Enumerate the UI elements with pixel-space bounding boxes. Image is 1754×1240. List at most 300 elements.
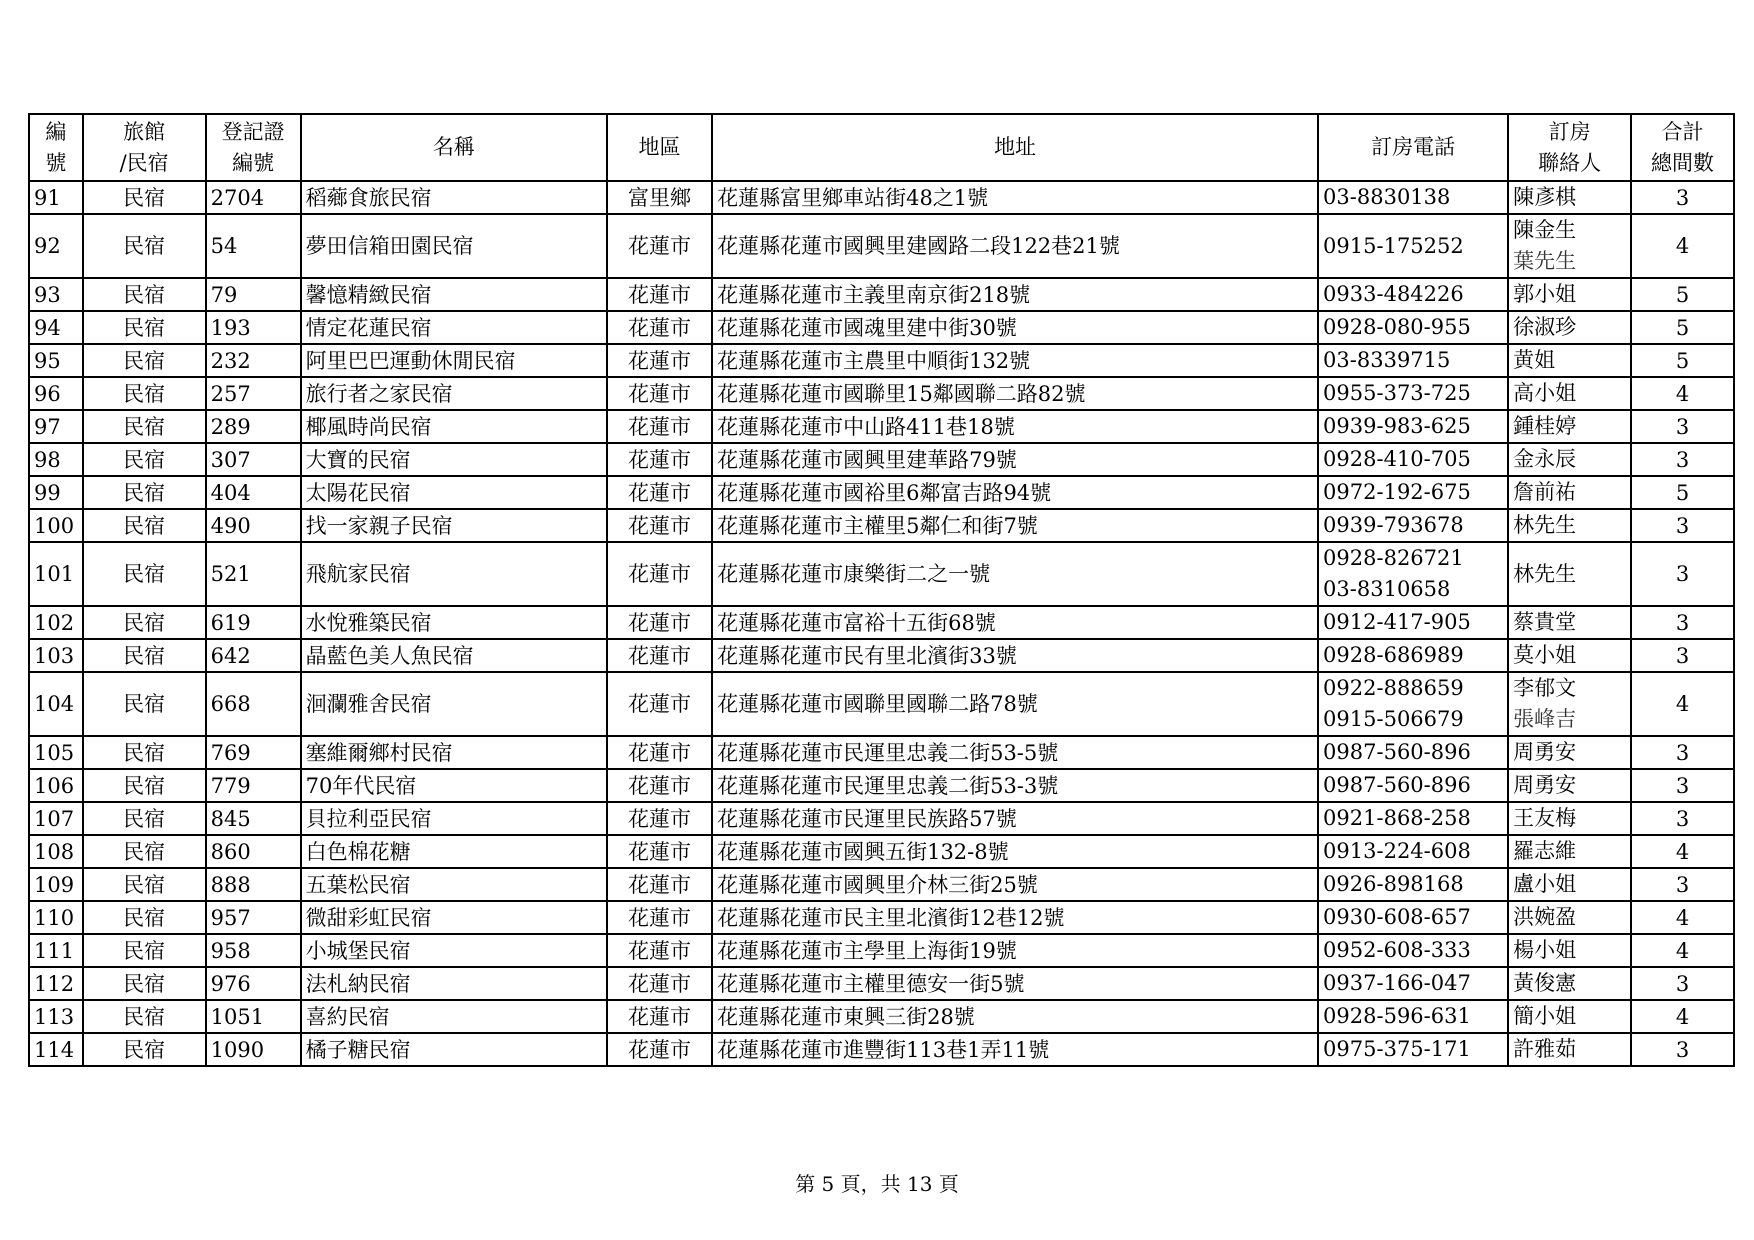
cell-reg: 888: [206, 868, 301, 901]
cell-type: 民宿: [83, 769, 206, 802]
cell-addr: 花蓮縣花蓮市主權里5鄰仁和街7號: [712, 509, 1318, 542]
contact-line: 葉先生: [1513, 249, 1577, 273]
cell-rooms: 4: [1631, 934, 1734, 967]
cell-addr: 花蓮縣花蓮市主學里上海街19號: [712, 934, 1318, 967]
cell-rooms: 3: [1631, 736, 1734, 769]
cell-rooms: 3: [1631, 181, 1734, 214]
table-row: [29, 769, 1734, 802]
phone-line: 0939-983-625: [1323, 414, 1471, 438]
column-header-label: 總間數: [1651, 150, 1715, 175]
cell-contact: [1508, 214, 1631, 278]
cell-reg: 957: [206, 901, 301, 934]
cell-reg: 54: [206, 214, 301, 278]
contact-line: 黄姐: [1513, 348, 1556, 372]
cell-area: 花蓮市: [607, 377, 712, 410]
cell-rooms: 3: [1631, 802, 1734, 835]
cell-area: 富里鄉: [607, 181, 712, 214]
cell-phone: [1318, 476, 1508, 509]
cell-contact: [1508, 769, 1631, 802]
cell-name: 白色棉花糖: [301, 835, 607, 868]
contact-line: 郭小姐: [1513, 282, 1577, 306]
cell-type: 民宿: [83, 802, 206, 835]
cell-addr: 花蓮縣花蓮市民有里北濱街33號: [712, 639, 1318, 672]
table-row: [29, 868, 1734, 901]
column-header-contact: [1508, 114, 1631, 181]
cell-rooms: 3: [1631, 509, 1734, 542]
column-header-label: 合計: [1661, 119, 1704, 144]
column-header-label: 名稱: [432, 135, 475, 159]
cell-addr: 花蓮縣富里鄉車站街48之1號: [712, 181, 1318, 214]
column-header-label: 聯絡人: [1538, 150, 1602, 175]
cell-addr: 花蓮縣花蓮市民運里忠義二街53-5號: [712, 736, 1318, 769]
contact-line: 張峰吉: [1513, 707, 1577, 731]
cell-type: 民宿: [83, 410, 206, 443]
table-row: [29, 410, 1734, 443]
contact-line: 王友梅: [1513, 806, 1577, 830]
cell-rooms: 3: [1631, 1033, 1734, 1066]
table-row: [29, 377, 1734, 410]
phone-line: 0928-686989: [1323, 643, 1464, 667]
cell-area: 花蓮市: [607, 1000, 712, 1033]
cell-name: 馨憶精緻民宿: [301, 278, 607, 311]
cell-type: 民宿: [83, 509, 206, 542]
cell-name: 阿里巴巴運動休閒民宿: [301, 344, 607, 377]
cell-num: 110: [29, 901, 83, 934]
cell-phone: [1318, 181, 1508, 214]
cell-addr: 花蓮縣花蓮市民運里民族路57號: [712, 802, 1318, 835]
cell-rooms: 3: [1631, 769, 1734, 802]
cell-area: 花蓮市: [607, 509, 712, 542]
phone-line: 0928-596-631: [1323, 1004, 1471, 1028]
contact-line: 徐淑珍: [1513, 315, 1577, 339]
cell-addr: 花蓮縣花蓮市國魂里建中街30號: [712, 311, 1318, 344]
cell-area: 花蓮市: [607, 901, 712, 934]
cell-phone: [1318, 606, 1508, 639]
cell-area: 花蓮市: [607, 672, 712, 736]
cell-reg: 490: [206, 509, 301, 542]
cell-contact: [1508, 443, 1631, 476]
phone-line: 0972-192-675: [1323, 480, 1471, 504]
phone-line: 0922-888659: [1323, 676, 1464, 700]
cell-phone: [1318, 868, 1508, 901]
table-row: [29, 476, 1734, 509]
cell-name: 找一家親子民宿: [301, 509, 607, 542]
cell-reg: 289: [206, 410, 301, 443]
phone-line: 0926-898168: [1323, 872, 1464, 896]
cell-area: 花蓮市: [607, 967, 712, 1000]
column-header-addr: [712, 114, 1318, 181]
cell-contact: [1508, 509, 1631, 542]
cell-addr: 花蓮縣花蓮市東興三街28號: [712, 1000, 1318, 1033]
cell-area: 花蓮市: [607, 476, 712, 509]
cell-phone: [1318, 639, 1508, 672]
cell-reg: 619: [206, 606, 301, 639]
cell-type: 民宿: [83, 476, 206, 509]
cell-reg: 79: [206, 278, 301, 311]
cell-phone: [1318, 672, 1508, 736]
cell-reg: 845: [206, 802, 301, 835]
cell-addr: 花蓮縣花蓮市民主里北濱街12巷12號: [712, 901, 1318, 934]
cell-addr: 花蓮縣花蓮市進豐街113巷1弄11號: [712, 1033, 1318, 1066]
cell-name: 70年代民宿: [301, 769, 607, 802]
contact-line: 詹前祐: [1513, 480, 1577, 504]
cell-addr: 花蓮縣花蓮市國聯里國聯二路78號: [712, 672, 1318, 736]
cell-reg: 257: [206, 377, 301, 410]
cell-type: 民宿: [83, 606, 206, 639]
contact-line: 林先生: [1513, 513, 1577, 537]
cell-contact: [1508, 606, 1631, 639]
cell-reg: 404: [206, 476, 301, 509]
cell-num: 111: [29, 934, 83, 967]
cell-area: 花蓮市: [607, 934, 712, 967]
phone-line: 0921-868-258: [1323, 806, 1471, 830]
cell-reg: 307: [206, 443, 301, 476]
table-row: [29, 901, 1734, 934]
cell-reg: 976: [206, 967, 301, 1000]
cell-rooms: 4: [1631, 377, 1734, 410]
cell-rooms: 3: [1631, 868, 1734, 901]
cell-addr: 花蓮縣花蓮市國興里建華路79號: [712, 443, 1318, 476]
cell-reg: 193: [206, 311, 301, 344]
cell-type: 民宿: [83, 1033, 206, 1066]
cell-phone: [1318, 1033, 1508, 1066]
cell-rooms: 3: [1631, 639, 1734, 672]
cell-phone: [1318, 377, 1508, 410]
table-row: [29, 835, 1734, 868]
table-row: [29, 736, 1734, 769]
phone-line: 0952-608-333: [1323, 938, 1471, 962]
contact-line: 鍾桂婷: [1513, 414, 1577, 438]
cell-reg: 668: [206, 672, 301, 736]
cell-type: 民宿: [83, 1000, 206, 1033]
table-row: [29, 606, 1734, 639]
cell-rooms: 4: [1631, 901, 1734, 934]
cell-contact: [1508, 344, 1631, 377]
table-body: [29, 181, 1734, 1066]
phone-line: 03-8310658: [1323, 577, 1451, 601]
cell-phone: [1318, 214, 1508, 278]
cell-addr: 花蓮縣花蓮市國裕里6鄰富吉路94號: [712, 476, 1318, 509]
table-row: [29, 639, 1734, 672]
cell-phone: [1318, 344, 1508, 377]
table-row: [29, 1000, 1734, 1033]
cell-addr: 花蓮縣花蓮市主農里中順街132號: [712, 344, 1318, 377]
cell-num: 95: [29, 344, 83, 377]
cell-rooms: 5: [1631, 476, 1734, 509]
phone-line: 0930-608-657: [1323, 905, 1471, 929]
cell-reg: 642: [206, 639, 301, 672]
cell-addr: 花蓮縣花蓮市民運里忠義二街53-3號: [712, 769, 1318, 802]
cell-num: 92: [29, 214, 83, 278]
cell-contact: [1508, 672, 1631, 736]
cell-area: 花蓮市: [607, 443, 712, 476]
contact-line: 盧小姐: [1513, 872, 1577, 896]
cell-area: 花蓮市: [607, 278, 712, 311]
cell-reg: 1090: [206, 1033, 301, 1066]
contact-line: 周勇安: [1513, 740, 1577, 764]
phone-line: 0912-417-905: [1323, 610, 1471, 634]
column-header-label: /民宿: [119, 150, 169, 175]
cell-type: 民宿: [83, 967, 206, 1000]
cell-num: 102: [29, 606, 83, 639]
cell-area: 花蓮市: [607, 410, 712, 443]
page-number-footer: 第 5 頁，共 13 頁: [795, 1172, 959, 1196]
cell-phone: [1318, 901, 1508, 934]
cell-rooms: 3: [1631, 967, 1734, 1000]
cell-area: 花蓮市: [607, 1033, 712, 1066]
cell-reg: 769: [206, 736, 301, 769]
cell-area: 花蓮市: [607, 769, 712, 802]
cell-area: 花蓮市: [607, 835, 712, 868]
phone-line: 0915-506679: [1323, 707, 1464, 731]
cell-type: 民宿: [83, 868, 206, 901]
table-row: [29, 181, 1734, 214]
cell-rooms: 3: [1631, 606, 1734, 639]
column-header-label: 訂房: [1548, 119, 1591, 144]
cell-area: 花蓮市: [607, 606, 712, 639]
cell-phone: [1318, 542, 1508, 606]
cell-type: 民宿: [83, 736, 206, 769]
cell-phone: [1318, 769, 1508, 802]
cell-contact: [1508, 967, 1631, 1000]
cell-rooms: 3: [1631, 410, 1734, 443]
phone-line: 0915-175252: [1323, 233, 1464, 258]
contact-line: 周勇安: [1513, 773, 1577, 797]
cell-name: 五葉松民宿: [301, 868, 607, 901]
cell-area: 花蓮市: [607, 311, 712, 344]
cell-type: 民宿: [83, 639, 206, 672]
cell-name: 塞維爾鄉村民宿: [301, 736, 607, 769]
column-header-type: [83, 114, 206, 181]
cell-reg: 2704: [206, 181, 301, 214]
cell-reg: 232: [206, 344, 301, 377]
cell-contact: [1508, 278, 1631, 311]
cell-contact: [1508, 181, 1631, 214]
cell-area: 花蓮市: [607, 802, 712, 835]
cell-contact: [1508, 639, 1631, 672]
column-header-reg: [206, 114, 301, 181]
phone-line: 0987-560-896: [1323, 740, 1471, 764]
cell-contact: [1508, 1033, 1631, 1066]
column-header-label: 地址: [994, 135, 1037, 159]
table-row: [29, 542, 1734, 606]
table-row: [29, 509, 1734, 542]
cell-type: 民宿: [83, 181, 206, 214]
bnb-registry-table: [28, 113, 1735, 1067]
table-row: [29, 344, 1734, 377]
column-header-label: 旅館: [123, 119, 166, 144]
cell-type: 民宿: [83, 901, 206, 934]
cell-name: 旅行者之家民宿: [301, 377, 607, 410]
column-header-label: 編: [45, 119, 67, 144]
contact-line: 黃俊憲: [1513, 971, 1577, 995]
cell-name: 橘子糖民宿: [301, 1033, 607, 1066]
cell-name: 夢田信箱田園民宿: [301, 214, 607, 278]
cell-phone: [1318, 802, 1508, 835]
contact-line: 陳彥棋: [1513, 185, 1577, 209]
contact-line: 李郁文: [1513, 676, 1577, 700]
cell-rooms: 4: [1631, 214, 1734, 278]
cell-name: 晶藍色美人魚民宿: [301, 639, 607, 672]
cell-area: 花蓮市: [607, 542, 712, 606]
cell-num: 107: [29, 802, 83, 835]
phone-line: 0939-793678: [1323, 513, 1464, 537]
phone-line: 0955-373-725: [1323, 381, 1471, 405]
phone-line: 0928-826721: [1323, 546, 1464, 570]
cell-addr: 花蓮縣花蓮市主權里德安一街5號: [712, 967, 1318, 1000]
column-header-label: 地區: [638, 135, 681, 159]
column-header-rooms: [1631, 114, 1734, 181]
cell-contact: [1508, 901, 1631, 934]
cell-phone: [1318, 311, 1508, 344]
cell-name: 水悅雅築民宿: [301, 606, 607, 639]
cell-addr: 花蓮縣花蓮市國聯里15鄰國聯二路82號: [712, 377, 1318, 410]
table-row: [29, 967, 1734, 1000]
cell-num: 91: [29, 181, 83, 214]
cell-reg: 958: [206, 934, 301, 967]
cell-num: 106: [29, 769, 83, 802]
contact-line: 簡小姐: [1513, 1004, 1577, 1028]
cell-addr: 花蓮縣花蓮市主義里南京街218號: [712, 278, 1318, 311]
cell-num: 99: [29, 476, 83, 509]
column-header-label: 登記證: [221, 119, 285, 144]
cell-type: 民宿: [83, 835, 206, 868]
phone-line: 0933-484226: [1323, 282, 1464, 306]
cell-addr: 花蓮縣花蓮市國興五街132-8號: [712, 835, 1318, 868]
phone-line: 0928-410-705: [1323, 447, 1471, 471]
cell-contact: [1508, 542, 1631, 606]
cell-num: 108: [29, 835, 83, 868]
cell-phone: [1318, 835, 1508, 868]
cell-name: 法札納民宿: [301, 967, 607, 1000]
column-header-num: [29, 114, 83, 181]
cell-name: 飛航家民宿: [301, 542, 607, 606]
table-row: [29, 214, 1734, 278]
cell-area: 花蓮市: [607, 868, 712, 901]
contact-line: 羅志維: [1513, 839, 1577, 863]
phone-line: 0987-560-896: [1323, 773, 1471, 797]
cell-phone: [1318, 934, 1508, 967]
cell-contact: [1508, 311, 1631, 344]
cell-rooms: 5: [1631, 344, 1734, 377]
cell-num: 93: [29, 278, 83, 311]
cell-num: 109: [29, 868, 83, 901]
phone-line: 0937-166-047: [1323, 971, 1471, 995]
cell-name: 洄瀾雅舍民宿: [301, 672, 607, 736]
cell-num: 101: [29, 542, 83, 606]
table-row: [29, 802, 1734, 835]
cell-name: 小城堡民宿: [301, 934, 607, 967]
table-row: [29, 278, 1734, 311]
cell-type: 民宿: [83, 672, 206, 736]
cell-name: 大寶的民宿: [301, 443, 607, 476]
cell-name: 椰風時尚民宿: [301, 410, 607, 443]
cell-rooms: 5: [1631, 311, 1734, 344]
cell-num: 105: [29, 736, 83, 769]
cell-phone: [1318, 410, 1508, 443]
cell-area: 花蓮市: [607, 639, 712, 672]
cell-phone: [1318, 736, 1508, 769]
column-header-name: [301, 114, 607, 181]
cell-contact: [1508, 835, 1631, 868]
cell-phone: [1318, 443, 1508, 476]
column-header-label: 編號: [232, 150, 275, 175]
cell-num: 113: [29, 1000, 83, 1033]
cell-type: 民宿: [83, 311, 206, 344]
cell-type: 民宿: [83, 377, 206, 410]
cell-area: 花蓮市: [607, 736, 712, 769]
phone-line: 0913-224-608: [1323, 839, 1471, 863]
cell-num: 104: [29, 672, 83, 736]
cell-phone: [1318, 967, 1508, 1000]
cell-num: 103: [29, 639, 83, 672]
cell-type: 民宿: [83, 934, 206, 967]
table-row: [29, 443, 1734, 476]
cell-name: 情定花蓮民宿: [301, 311, 607, 344]
cell-type: 民宿: [83, 542, 206, 606]
cell-contact: [1508, 377, 1631, 410]
cell-rooms: 4: [1631, 835, 1734, 868]
cell-name: 稻薌食旅民宿: [301, 181, 607, 214]
contact-line: 陳金生: [1513, 218, 1577, 242]
cell-num: 97: [29, 410, 83, 443]
cell-name: 微甜彩虹民宿: [301, 901, 607, 934]
cell-addr: 花蓮縣花蓮市國興里建國路二段122巷21號: [712, 214, 1318, 278]
cell-contact: [1508, 934, 1631, 967]
cell-num: 98: [29, 443, 83, 476]
column-header-label: 訂房電話: [1371, 135, 1456, 159]
cell-num: 96: [29, 377, 83, 410]
cell-type: 民宿: [83, 214, 206, 278]
cell-rooms: 3: [1631, 542, 1734, 606]
cell-type: 民宿: [83, 443, 206, 476]
cell-name: 喜約民宿: [301, 1000, 607, 1033]
cell-type: 民宿: [83, 344, 206, 377]
contact-line: 高小姐: [1513, 381, 1577, 405]
cell-contact: [1508, 736, 1631, 769]
cell-reg: 779: [206, 769, 301, 802]
table-header-row: [29, 114, 1734, 181]
contact-line: 林先生: [1513, 561, 1577, 586]
cell-contact: [1508, 1000, 1631, 1033]
cell-phone: [1318, 1000, 1508, 1033]
phone-line: 03-8830138: [1323, 185, 1451, 209]
cell-addr: 花蓮縣花蓮市中山路411巷18號: [712, 410, 1318, 443]
contact-line: 蔡貴堂: [1513, 610, 1577, 634]
cell-addr: 花蓮縣花蓮市富裕十五街68號: [712, 606, 1318, 639]
cell-reg: 860: [206, 835, 301, 868]
cell-num: 100: [29, 509, 83, 542]
cell-addr: 花蓮縣花蓮市康樂街二之一號: [712, 542, 1318, 606]
cell-name: 貝拉利亞民宿: [301, 802, 607, 835]
cell-phone: [1318, 278, 1508, 311]
table-row: [29, 1033, 1734, 1066]
cell-contact: [1508, 410, 1631, 443]
cell-area: 花蓮市: [607, 214, 712, 278]
cell-addr: 花蓮縣花蓮市國興里介林三街25號: [712, 868, 1318, 901]
contact-line: 金永辰: [1513, 447, 1577, 471]
table-row: [29, 311, 1734, 344]
contact-line: 莫小姐: [1513, 643, 1577, 667]
phone-line: 0975-375-171: [1323, 1037, 1471, 1061]
column-header-phone: [1318, 114, 1508, 181]
contact-line: 許雅茹: [1513, 1037, 1577, 1061]
phone-line: 0928-080-955: [1323, 315, 1471, 339]
table-row: [29, 672, 1734, 736]
cell-reg: 521: [206, 542, 301, 606]
cell-num: 112: [29, 967, 83, 1000]
column-header-label: 號: [45, 150, 67, 175]
